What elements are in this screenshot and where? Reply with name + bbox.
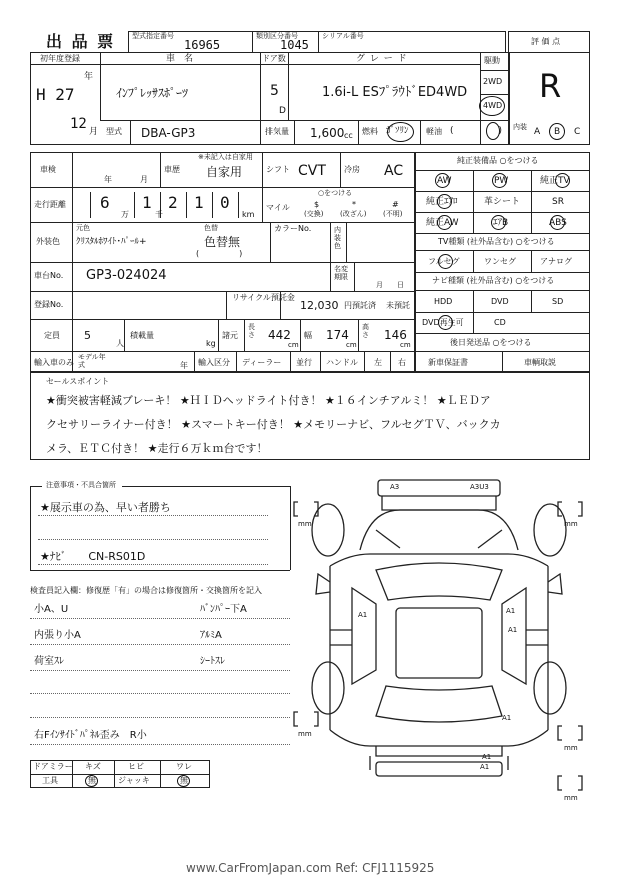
shift-value: CVT [298,163,326,179]
registry-label: 車歴 [164,165,180,174]
serial-label: シリアル番号 [322,32,364,40]
inspector-row-1-right: ﾊﾞﾝﾊﾟｰ下A [200,604,247,615]
parts-tools-circle [85,775,98,787]
length-unit: cm [288,341,299,349]
mile-label: マイル [266,203,290,212]
mm-front-right: mm [564,520,578,528]
handle-label: ハンドル [326,358,358,367]
recycle-label-1: リサイクル預託金 [232,293,295,302]
mileage-unit-sen: 千 [155,210,163,219]
mm-rear-left: mm [298,730,312,738]
equip-aero: 純正ｴｱﾛ [426,197,458,207]
category-value: 1045 [280,38,309,52]
sales-point-title: セールスポイント [46,377,110,386]
mile-opt-3-note: (不明) [383,210,403,218]
color-no-label: カラーNo. [274,224,312,233]
height-label: 高さ [362,323,369,339]
light-oil-circle [486,122,500,140]
color-paren: ( ) [196,249,243,258]
equip-pw: PW [494,176,509,186]
mark-a1-right-door: A1 [506,607,516,615]
import-label: 輸入車のみ [34,358,74,367]
interior-label: 内装 [513,123,527,131]
door-suffix: D [279,106,286,116]
inspection-month: 月 [140,175,148,184]
notes-title: 注意事項・不具合箇所 [46,481,116,489]
reg-month: 12 [70,116,87,132]
type-value: DBA-GP3 [141,126,196,140]
model-year-suffix: 年 [180,361,188,370]
inspector-row-1-left: 小A、U [34,604,69,615]
equip-abs: ABS [549,218,567,228]
displacement-label: 排気量 [265,127,289,136]
mileage-digit-1: 6 [100,193,110,212]
recycle-status: 円預託済 [344,301,376,310]
parts-tools-value: 無 [88,776,96,785]
chassis-value: GP3-024024 [86,268,167,283]
mile-opt-1-note: (交換) [304,210,324,218]
mileage-digit-4: 1 [194,193,204,212]
car-name-label: 車 名 [166,54,194,64]
mileage-digit-5: 0 [220,193,230,212]
notes-line-3: ★ﾅﾋﾞ CN-RS01D [40,550,146,563]
navi-dvd: DVD [491,297,509,306]
reg-year-label: 初年度登録 [40,54,80,63]
mileage-unit-km: km [242,210,255,219]
load-label: 積載量 [130,331,154,340]
reg-no-label: 登録No. [34,300,64,309]
sales-line-1: ★衝突被害軽減ブレーキ！ ★ＨＩＤヘッドライト付き！ ★１６インチアルミ！ ★ＬＥＤア [46,394,491,407]
tv-fullseg-circle [438,254,453,269]
navi-title: ナビ種類 (社外品含む) ○をつける [432,276,555,285]
color-name-value: 色替無 [204,235,241,249]
interior-grade-b: B [554,127,561,137]
height-value: 146 [384,328,407,342]
mark-a1-rear-panel: A1 [482,753,492,761]
sheet-title: 出 品 票 [46,32,116,51]
drive-label: 駆動 [484,56,500,65]
equip-genuine-aw: 純正AW [426,218,459,228]
mileage-unit-man: 万 [121,210,129,219]
inspection-year: 年 [104,175,112,184]
mileage-digit-3: 2 [168,193,178,212]
mileage-digit-2: 1 [142,193,152,212]
drive-2wd: 2WD [483,77,503,86]
doors-label: ドア数 [262,54,286,63]
navi-dvd-play: DVD再生可 [422,318,464,327]
mark-a3: A3 [390,483,400,491]
drive-4wd-circle [479,96,505,116]
light-oil-label: 軽油 [426,127,442,136]
name-change-suffix: 月 日 [376,281,404,289]
mm-front-left: mm [298,520,312,528]
parts-mirror: ドアミラー [33,762,73,771]
parts-jack-value: 無 [180,776,188,785]
model-designation-value: 16965 [184,38,221,52]
parts-jack: ジャッキ [118,776,150,785]
equip-sr: SR [552,197,564,207]
navi-cd: CD [494,318,506,327]
interior-grade-c: C [574,127,581,137]
capacity-value: 5 [84,329,91,342]
height-unit: cm [400,341,411,349]
notes-line-1: ★展示車の為、早い者勝ち [40,501,171,514]
recycle-value: 12,030 [300,299,339,312]
fuel-label: 燃料 [362,127,378,136]
import-div-label: 輸入区分 [198,358,230,367]
inspector-row-2-right: ｱﾙﾐA [200,630,222,641]
equip-tv-circle [555,173,570,188]
grade-value: 1.6i-L ESﾌﾟﾗｳﾄﾞED4WD [322,85,468,100]
mile-opt-2: * [352,200,356,209]
parts-scratch: キズ [85,762,101,771]
parts-jack-circle [177,775,190,787]
inspector-title: 検査員記入欄：修復歴「有」の場合は修復箇所・交換箇所を記入 [30,586,262,595]
mm-rear-right: mm [564,744,578,752]
width-unit: cm [346,341,357,349]
mile-opt-3: # [392,200,399,209]
type-label: 型式 [106,127,122,136]
mark-a1-right-rear: A1 [508,626,518,634]
category-label: 類別区分番号 [256,32,298,40]
mile-circle-note: ○をつける [318,189,353,197]
sales-line-2: クセサリーライナー付き！ ★スマートキー付き！ ★メモリーナビ、フルセグＴＶ、バックカ [46,418,501,431]
equip-airbag-circle [491,215,509,230]
mile-opt-1: $ [314,200,320,209]
tv-fullseg: フルセグ [428,257,460,266]
dealer-label: ディーラー [242,358,282,367]
inspector-row-2-left: 内張り小A [34,630,81,641]
reg-year-suffix: 年 [84,72,94,82]
name-change-label: 名変期限 [334,265,348,282]
equip-leather: 革シート [484,197,521,207]
color-label: 外装色 [36,237,60,246]
docs-warranty: 新車保証書 [428,358,468,367]
docs-title: 後日発送品 ○をつける [450,338,532,347]
equip-aw-circle [435,173,450,188]
navi-hdd: HDD [434,297,453,306]
rating-label: 評 価 点 [531,37,561,46]
inspector-row-6-left: 右Fｲﾝｻｲﾄﾞﾊﾟﾈﾙ歪み R小 [34,730,147,741]
length-value: 442 [268,328,291,342]
capacity-label: 定員 [44,331,60,340]
mile-opt-2-note: (改ざん) [340,210,367,218]
registry-note: ※未記入は自家用 [198,153,253,161]
chassis-label: 車台No. [34,271,64,280]
width-label: 幅 [304,331,312,340]
docs-manual: 車輌取説 [524,358,556,367]
car-damage-diagram [290,470,590,815]
inspector-row-3-right: ｼｰﾄｽﾚ [200,656,225,667]
fuel-circle [387,122,414,142]
model-designation-label: 型式指定番号 [132,32,174,40]
mileage-label: 走行距離 [34,200,66,209]
dim-label: 諸元 [222,331,238,340]
mark-a3u3: A3U3 [470,483,489,491]
car-name-value: ｲﾝﾌﾟﾚｯｻｽﾎﾟｰﾂ [116,86,189,100]
color-orig-value: ｸﾘｽﾀﾙﾎﾜｲﾄ･ﾊﾟｰﾙ+ [76,237,147,247]
equip-abs-circle [550,215,565,230]
parallel-label: 並行 [296,358,312,367]
parts-crack: ヒビ [128,762,144,771]
length-label: 長さ [248,323,255,339]
doors-value: 5 [270,83,279,99]
equip-genuine-aw-circle [437,215,452,230]
mark-a1-rear-right: A1 [502,714,512,722]
color-orig-label: 元色 [76,224,90,232]
mark-a1-rear-bumper: A1 [480,763,490,771]
width-value: 174 [326,328,349,342]
interior-grade-circle [549,123,565,140]
displacement-unit: cc [344,131,353,140]
tv-title: TV種類 (社外品含む) ○をつける [438,237,555,246]
interior-color-label: 内装色 [334,226,341,251]
rating-value: R [539,67,562,105]
tv-analog: アナログ [540,257,572,266]
registry-value: 自家用 [206,165,243,179]
footer-watermark: www.CarFromJapan.com Ref: CFJ1115925 [186,861,435,875]
reg-month-suffix: 月 [89,127,99,137]
capacity-unit: 人 [116,339,124,348]
recycle-none: 未預託 [386,301,410,310]
equip-aw: AW [437,176,452,186]
tv-oneseg: ワンセグ [484,257,516,266]
left-label: 左 [374,358,382,367]
reg-year-era: H 27 [36,85,75,104]
light-oil-paren: ( ) [450,126,503,136]
equipment-title: 純正装備品 ○をつける [457,156,539,165]
model-year-label: モデル年式 [78,353,106,370]
grade-label: グ レ ー ド [356,54,408,64]
load-unit: kg [206,339,216,348]
inspector-row-3-left: 荷室ｽﾚ [34,656,64,667]
inspection-label: 車検 [40,165,56,174]
navi-sd: SD [552,297,564,306]
color-name-label: 色替 [204,224,218,232]
mark-a1-left-door: A1 [358,611,368,619]
fuel-value: ｶﾞｿﾘﾝ [386,126,409,136]
navi-dvd-play-circle [438,315,453,330]
equip-aero-circle [437,194,452,209]
sales-line-3: メラ、ＥＴＣ付き！ ★走行６万ｋｍ台です！ [46,442,268,455]
mm-spare: mm [564,794,578,802]
right-label: 右 [398,358,406,367]
equip-pw-circle [492,173,507,188]
drive-4wd: 4WD [483,101,503,110]
shift-label: シフト [266,165,290,174]
parts-tools: 工具 [42,776,58,785]
displacement-value: 1,600 [310,126,345,140]
equip-tv: 純正TV [540,176,570,186]
ac-label: 冷房 [344,165,360,174]
equip-airbag: ｴｱB [493,218,509,228]
parts-break: ワレ [176,762,192,771]
ac-value: AC [384,163,404,179]
interior-grade-a: A [534,127,541,137]
